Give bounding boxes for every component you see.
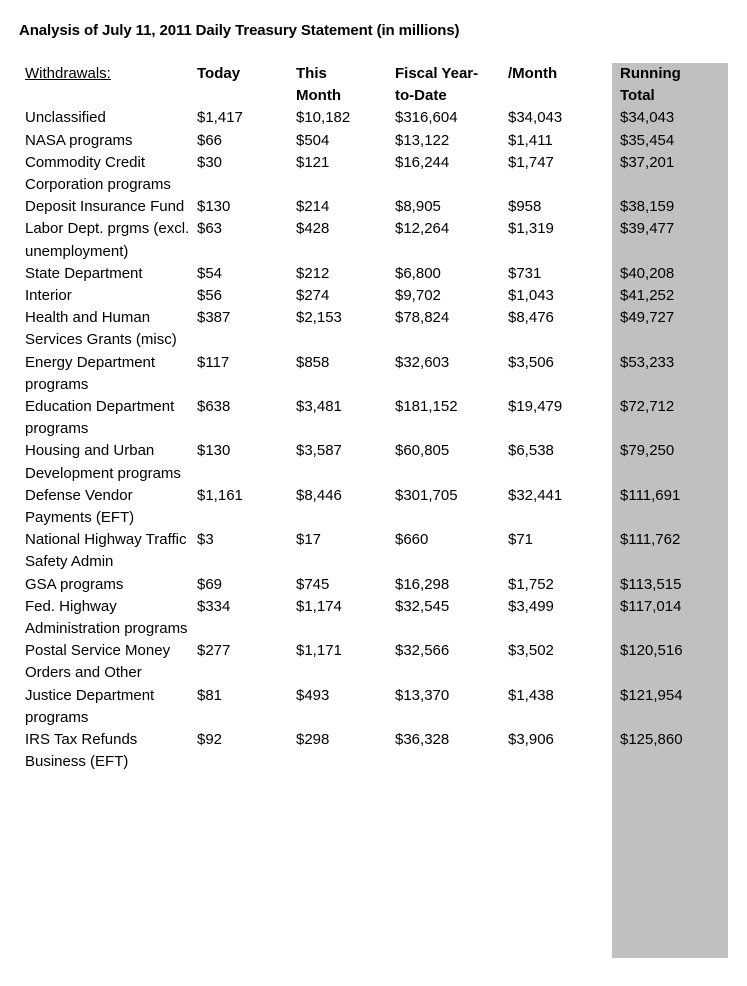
row-name: Labor Dept. prgms (excl. unemployment) [25, 220, 190, 260]
row-per-month: $32,441 [508, 486, 563, 504]
row-per-month: $1,411 [508, 131, 553, 149]
row-per-month: $1,043 [508, 287, 554, 305]
table-row [25, 529, 725, 573]
row-this-month: $504 [296, 131, 330, 149]
table-row [25, 685, 725, 729]
table-body [25, 107, 725, 773]
row-name: Interior [25, 287, 72, 305]
header-row [25, 63, 725, 107]
row-running-total: $120,516 [620, 642, 683, 660]
table-row [25, 440, 725, 484]
row-fiscal-year-to-date: $16,244 [395, 153, 450, 171]
row-name: NASA programs [25, 131, 133, 149]
row-running-total: $125,860 [620, 731, 683, 749]
row-fiscal-year-to-date: $13,122 [395, 131, 450, 149]
row-this-month: $3,587 [296, 442, 342, 460]
table-row [25, 352, 725, 396]
row-today: $92 [197, 731, 223, 749]
row-name: Energy Department programs [25, 353, 156, 393]
header-running-total [620, 63, 725, 107]
row-running-total: $113,515 [620, 575, 682, 593]
row-today: $334 [197, 597, 231, 615]
row-this-month: $2,153 [296, 309, 342, 327]
row-running-total: $53,233 [620, 353, 675, 371]
row-today: $54 [197, 264, 223, 282]
row-fiscal-year-to-date: $32,545 [395, 597, 450, 615]
row-per-month: $1,752 [508, 575, 554, 593]
row-per-month: $3,499 [508, 597, 554, 615]
header-per-month: /Month [508, 65, 558, 82]
table-row [25, 196, 725, 218]
row-per-month: $8,476 [508, 309, 554, 327]
row-this-month: $493 [296, 686, 330, 704]
row-this-month: $121 [296, 153, 330, 171]
row-today: $3 [197, 531, 214, 549]
row-name: Defense Vendor Payments (EFT) [25, 486, 135, 527]
row-fiscal-year-to-date: $660 [395, 531, 429, 549]
row-running-total: $39,477 [620, 220, 675, 238]
table-row [25, 263, 725, 285]
table-row [25, 729, 725, 773]
header-today: Today [197, 65, 241, 82]
row-running-total: $79,250 [620, 442, 675, 460]
table-row [25, 285, 725, 307]
row-fiscal-year-to-date: $32,603 [395, 353, 450, 371]
row-fiscal-year-to-date: $6,800 [395, 264, 441, 282]
row-running-total: $37,201 [620, 153, 675, 171]
row-fiscal-year-to-date: $36,328 [395, 731, 450, 749]
row-name: Deposit Insurance Fund [25, 198, 185, 216]
row-this-month: $298 [296, 731, 330, 749]
row-fiscal-year-to-date: $60,805 [395, 442, 450, 460]
row-per-month: $1,747 [508, 153, 554, 171]
table-row [25, 218, 725, 262]
row-today: $277 [197, 642, 231, 660]
row-per-month: $6,538 [508, 442, 554, 460]
row-today: $387 [197, 309, 231, 327]
row-running-total: $117,014 [620, 597, 682, 615]
row-running-total: $121,954 [620, 686, 683, 704]
row-today: $69 [197, 575, 223, 593]
row-name: Education Department programs [25, 398, 175, 438]
row-running-total: $35,454 [620, 131, 675, 149]
row-today: $63 [197, 220, 223, 238]
row-per-month: $71 [508, 531, 534, 549]
header-withdrawals: Withdrawals: [25, 65, 111, 82]
row-per-month: $3,906 [508, 731, 554, 749]
row-this-month: $3,481 [296, 398, 342, 416]
row-per-month: $3,502 [508, 642, 554, 660]
row-per-month: $1,319 [508, 220, 554, 238]
row-fiscal-year-to-date: $12,264 [395, 220, 450, 238]
row-running-total: $72,712 [620, 398, 675, 416]
row-name: IRS Tax Refunds Business (EFT) [25, 731, 138, 771]
row-this-month: $1,174 [296, 597, 342, 615]
row-per-month: $19,479 [508, 398, 563, 416]
row-running-total: $40,208 [620, 264, 675, 282]
row-name: Justice Department programs [25, 686, 155, 726]
row-today: $81 [197, 686, 223, 704]
row-fiscal-year-to-date: $181,152 [395, 398, 458, 416]
header-this-month-line-2: Month [296, 87, 341, 105]
row-name: Health and Human Services Grants (misc) [25, 309, 177, 349]
table-row [25, 396, 725, 440]
row-this-month: $212 [296, 264, 330, 282]
table-row [25, 574, 725, 596]
table-row [25, 307, 725, 351]
row-per-month: $34,043 [508, 109, 563, 127]
row-today: $1,161 [197, 486, 243, 504]
row-name: Fed. Highway Administration programs [25, 597, 188, 638]
withdrawals-table [25, 63, 725, 774]
row-this-month: $428 [296, 220, 330, 238]
row-fiscal-year-to-date: $78,824 [395, 309, 450, 327]
header-fytd-line-2: to-Date [395, 87, 447, 105]
row-this-month: $17 [296, 531, 322, 549]
document-title: Analysis of July 11, 2011 Daily Treasury Statement (in millions) [19, 22, 460, 39]
row-running-total: $38,159 [620, 198, 675, 216]
table-row [25, 107, 725, 129]
row-this-month: $8,446 [296, 486, 342, 504]
header-running-total-line-1: Running [620, 65, 681, 82]
row-running-total: $111,691 [620, 486, 681, 504]
row-per-month: $1,438 [508, 686, 554, 704]
row-today: $30 [197, 153, 223, 171]
row-name: Housing and Urban Development programs [25, 442, 181, 482]
row-fiscal-year-to-date: $9,702 [395, 287, 441, 305]
row-running-total: $111,762 [620, 531, 681, 549]
row-this-month: $1,171 [296, 642, 342, 660]
row-today: $66 [197, 131, 223, 149]
row-name: Unclassified [25, 109, 106, 127]
row-today: $638 [197, 398, 231, 416]
row-running-total: $41,252 [620, 287, 675, 305]
row-this-month: $214 [296, 198, 330, 216]
row-fiscal-year-to-date: $301,705 [395, 486, 458, 504]
table-row [25, 152, 725, 196]
row-name: Postal Service Money Orders and Other [25, 642, 171, 682]
header-fiscal-year-to-date [395, 63, 508, 107]
header-fytd-line-1: Fiscal Year- [395, 65, 479, 82]
row-fiscal-year-to-date: $16,298 [395, 575, 450, 593]
row-name: Commodity Credit Corporation programs [25, 153, 171, 194]
row-fiscal-year-to-date: $8,905 [395, 198, 441, 216]
row-today: $130 [197, 198, 231, 216]
table-row [25, 596, 725, 640]
row-today: $130 [197, 442, 231, 460]
header-running-total-line-2: Total [620, 87, 655, 105]
row-name: National Highway Traffic Safety Admin [25, 531, 187, 571]
row-this-month: $10,182 [296, 109, 351, 127]
row-name: State Department [25, 264, 143, 282]
table-row [25, 485, 725, 529]
row-fiscal-year-to-date: $13,370 [395, 686, 450, 704]
row-this-month: $274 [296, 287, 330, 305]
table-row [25, 640, 725, 684]
header-this-month [296, 63, 395, 107]
row-this-month: $858 [296, 353, 330, 371]
row-per-month: $3,506 [508, 353, 554, 371]
row-today: $56 [197, 287, 223, 305]
row-running-total: $49,727 [620, 309, 675, 327]
table-row [25, 130, 725, 152]
header-this-month-line-1: This [296, 65, 327, 82]
row-today: $117 [197, 353, 230, 371]
row-name: GSA programs [25, 575, 124, 593]
row-fiscal-year-to-date: $32,566 [395, 642, 450, 660]
row-today: $1,417 [197, 109, 243, 127]
row-this-month: $745 [296, 575, 330, 593]
row-per-month: $958 [508, 198, 542, 216]
row-fiscal-year-to-date: $316,604 [395, 109, 458, 127]
row-per-month: $731 [508, 264, 542, 282]
row-running-total: $34,043 [620, 109, 675, 127]
